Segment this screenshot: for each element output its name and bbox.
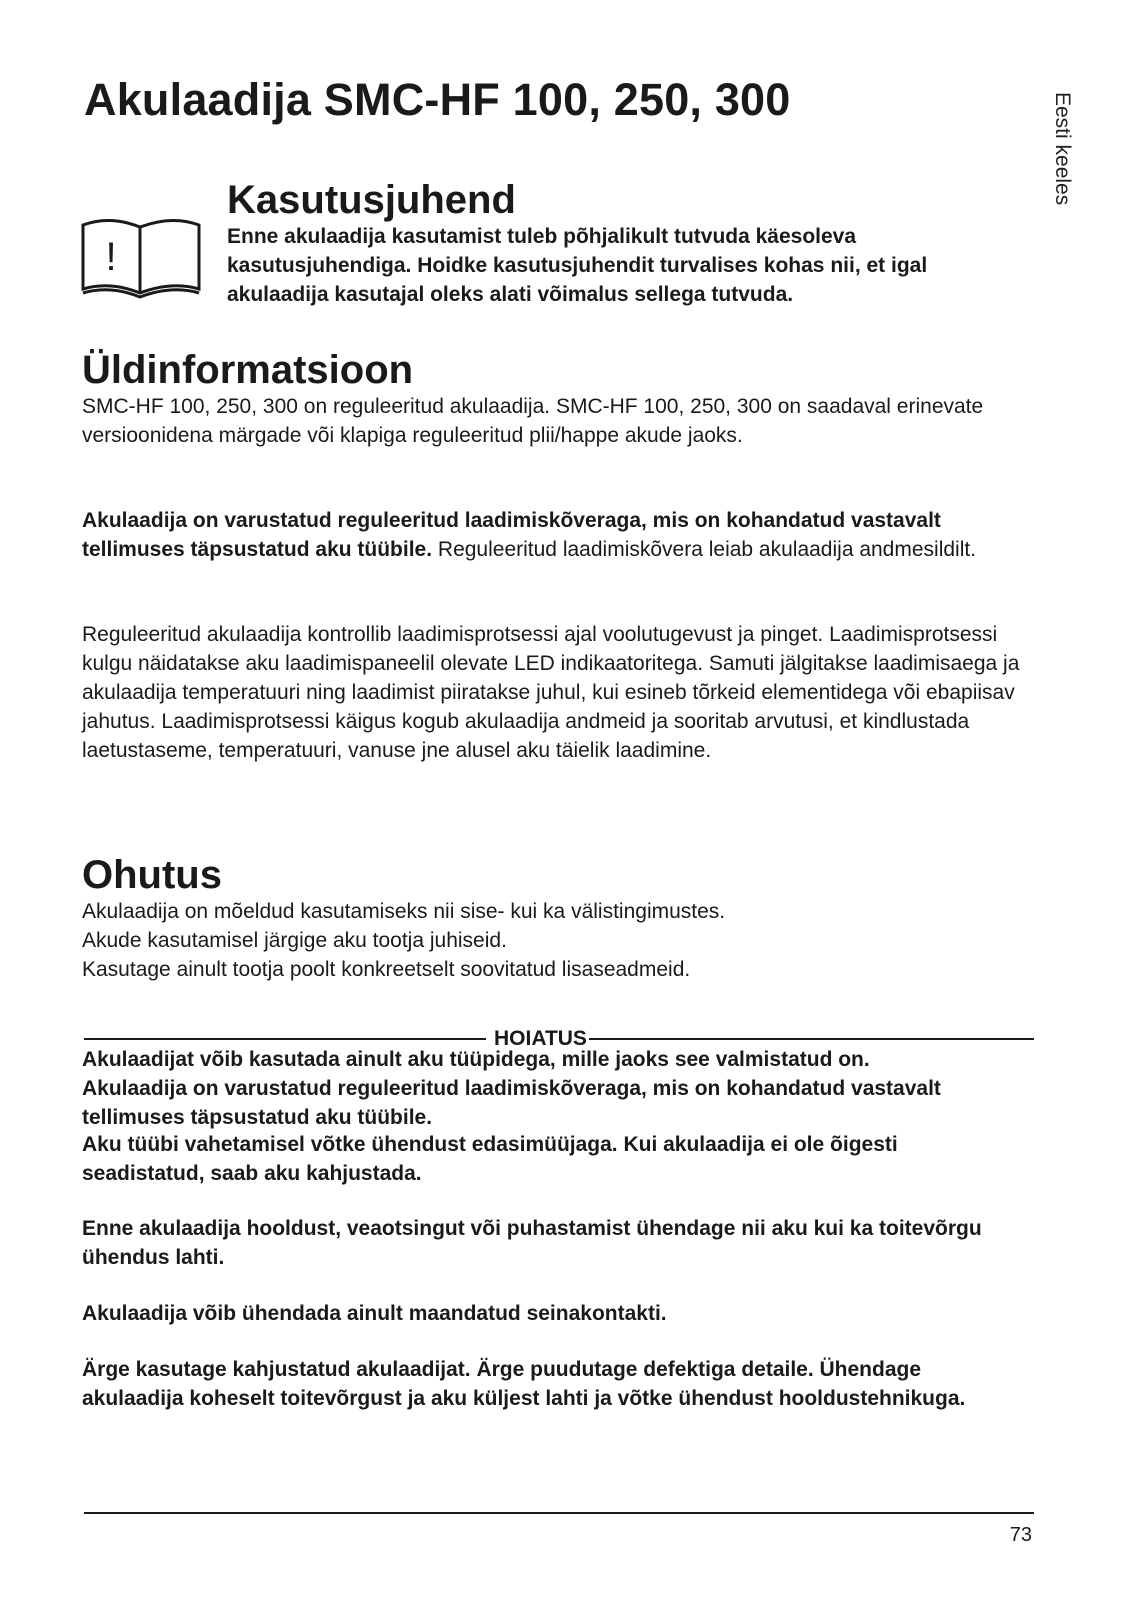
curve-bold-text: Akulaadija on varustatud reguleeritud laadimiskõveraga, mis on kohandatud vastavalt tellimuses täpsustatud aku tüübile. [82,509,941,561]
warning-rule-right [589,1038,1034,1040]
footer-rule [84,1512,1034,1514]
safety-line: Akulaadija on mõeldud kasutamiseks nii sise- kui ka välistingimustes. [82,900,726,923]
page-number: 73 [1009,1524,1032,1546]
warning-text: Akulaadijat võib kasutada ainult aku tüüpidega, mille jaoks see valmistatud on. [82,1048,870,1071]
warning-label: HOIATUS [494,1027,587,1050]
safety-heading: Ohutus [82,853,222,897]
general-process: Reguleeritud akulaadija kontrollib laadimisprotsessi ajal voolutugevust ja pinget. Laadimisprotsessi kulgu näidatakse aku laadimispaneelil olevate LED indikaatoritega. Samuti jälgitakse laadimisaega ja akulaadija temperatuuri ning laadimist piiratakse juhul, kui esineb tõrkeid elementidega või ebapiisav jahutus. Laadimisprotsessi käigus kogub akulaadija andmeid ja sooritab arvutusi, et kindlustada laetustaseme, temperatuuri, vanuse jne alusel aku täielik laadimine. [82,623,1020,762]
warning-text: Enne akulaadija hooldust, veaotsingut või puhastamist ühendage nii aku kui ka toitevõrgu ühendus lahti. [82,1217,982,1269]
manual-heading: Kasutusjuhend [227,178,516,222]
safety-line: Akude kasutamisel järgige aku tootja juhiseid. [82,929,507,952]
general-heading: Üldinformatsioon [82,348,414,392]
general-intro: SMC-HF 100, 250, 300 on reguleeritud akulaadija. SMC-HF 100, 250, 300 on saadaval erinevate versioonidena märgade või klapiga reguleeritud plii/happe akude jaoks. [82,395,984,447]
safety-line: Kasutage ainult tootja poolt konkreetselt soovitatud lisaseadmeid. [82,958,691,981]
open-book-warning-icon [80,215,202,299]
manual-text: Enne akulaadija kasutamist tuleb põhjalikult tutvuda käesoleva kasutusjuhendiga. Hoidke kasutusjuhendit turvalises kohas nii, et igal akulaadija kasutajal oleks alati võimalus sellega tutvuda. [227,225,928,306]
warning-rule-left [84,1038,486,1040]
language-side-label: Eesti keeles [1051,92,1074,206]
warning-text: Akulaadija võib ühendada ainult maandatud seinakontakti. [82,1302,667,1325]
book-mark-text: ! [105,235,117,279]
warning-text: Ärge kasutage kahjustatud akulaadijat. Ärge puudutage defektiga detaile. Ühendage akulaadija koheselt toitevõrgust ja aku küljest lahti ja võtke ühendust hooldustehnikuga. [82,1358,966,1410]
page-title: Akulaadija SMC-HF 100, 250, 300 [84,74,791,125]
warning-text: Akulaadija on varustatud reguleeritud laadimiskõveraga, mis on kohandatud vastavalt tellimuses täpsustatud aku tüübile. [82,1077,941,1129]
curve-normal-text: Reguleeritud laadimiskõvera leiab akulaadija andmesildilt. [432,538,977,561]
general-curve-paragraph [82,506,1022,564]
warning-text: Aku tüübi vahetamisel võtke ühendust edasimüüjaga. Kui akulaadija ei ole õigesti seadistatud, saab aku kahjustada. [82,1133,898,1185]
